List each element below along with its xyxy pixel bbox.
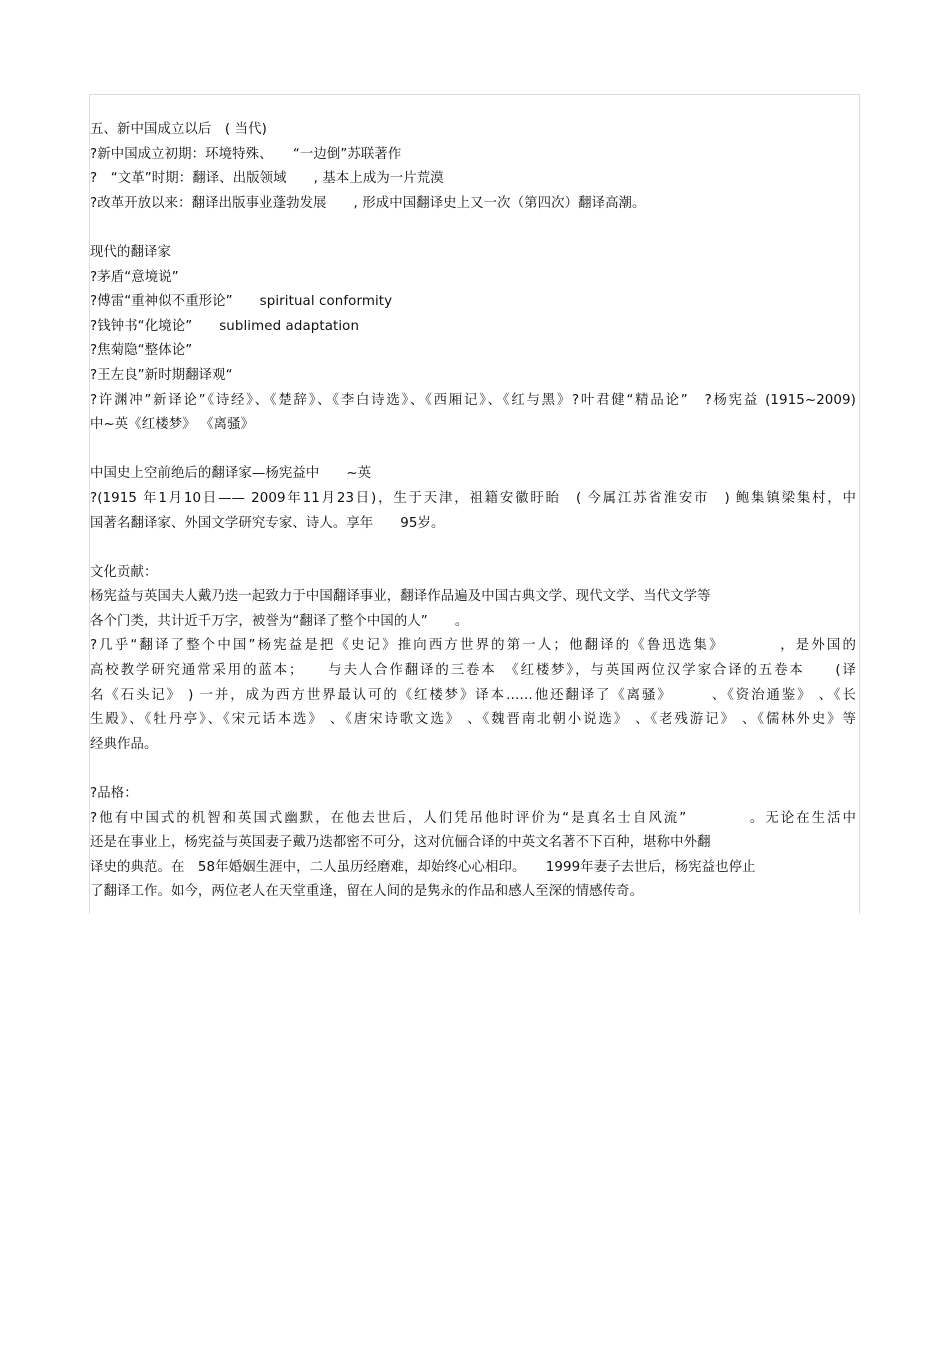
paragraph-spacer <box>90 757 856 782</box>
bullet-line: ?几乎“翻译了整个中国”杨宪益是把《史记》推向西方世界的第一人；他翻译的《鲁迅选集》 ，是外国的 <box>90 638 856 654</box>
text-line: 高校教学研究通常采用的蓝本； 与夫人合作翻译的三卷本 《红楼梦》，与英国两位汉学家合译的五卷本 (译 <box>90 663 856 679</box>
bullet-line: ?新中国成立初期：环境特殊、 “一边倒”苏联著作 <box>90 146 402 162</box>
section-yang-xianyi <box>90 462 856 536</box>
section-heading: 中国史上空前绝后的翻译家—杨宪益中 ~英 <box>90 466 372 482</box>
section-contemporary <box>90 118 856 216</box>
bullet-line: ?改革开放以来：翻译出版事业蓬勃发展 , 形成中国翻译史上又一次（第四次）翻译高潮。 <box>90 195 646 211</box>
document-body <box>90 118 856 905</box>
text-line: 名《石头记》 ) 一并，成为西方世界最认可的《红楼梦》译本……他还翻译了《离骚》 、《资治通鉴》 、《长 <box>90 687 856 703</box>
text-line: 生殿》、《牡丹亭》、《宋元话本选》 、《唐宋诗歌文选》 、《魏晋南北朝小说选》 、《老残游记》 、《儒林外史》等 <box>90 712 856 728</box>
bullet-line: ?焦菊隐“整体论” <box>90 343 193 359</box>
section-modern-translators <box>90 241 856 438</box>
text-line: 了翻译工作。如今，两位老人在天堂重逢，留在人间的是隽永的作品和感人至深的情感传奇。 <box>90 884 644 900</box>
paragraph-spacer <box>90 216 856 241</box>
bullet-line: ?他有中国式的机智和英国式幽默，在他去世后，人们凭吊他时评价为“是真名士自风流” 。无论在生活中 <box>90 810 856 826</box>
bullet-line: ?钱钟书“化境论” sublimed adaptation <box>90 318 360 334</box>
paragraph-spacer <box>90 438 856 463</box>
paragraph-spacer <box>90 536 856 561</box>
bullet-line: ? “文革”时期：翻译、出版领域 , 基本上成为一片荒漠 <box>90 171 444 187</box>
text-line: 杨宪益与英国夫人戴乃迭一起致力于中国翻译事业，翻译作品遍及中国古典文学、现代文学、当代文学等 <box>90 589 711 605</box>
bullet-line: ?傅雷“重神似不重形论” spiritual conformity <box>90 294 393 310</box>
text-line: 译史的典范。在 58年婚姻生涯中，二人虽历经磨难，却始终心心相印。 1999年妻子去世后，杨宪益也停止 <box>90 859 756 875</box>
section-heading: 五、新中国成立以后 ( 当代) <box>90 122 267 137</box>
bullet-line: ?许渊冲”新译论”《诗经》、《楚辞》、《李白诗选》、《西厢记》、《红与黑》?叶君健“精品论” ?杨宪益 (1915~2009) <box>90 392 856 408</box>
text-line: 中~英《红楼梦》 《离骚》 <box>90 417 255 433</box>
bullet-line: ?茅盾“意境说” <box>90 269 179 285</box>
text-line: 还是在事业上，杨宪益与英国妻子戴乃迭都密不可分，这对伉俪合译的中英文名著不下百种，堪称中外翻 <box>90 835 711 851</box>
text-line: 国著名翻译家、外国文学研究专家、诗人。享年 95岁。 <box>90 515 445 531</box>
section-character <box>90 782 856 905</box>
bullet-line: ?(1915 年1月10日—— 2009年11月23日)，生于天津，祖籍安徽盱眙 ( 今属江苏省淮安市 ) 鲍集镇梁集村，中 <box>90 490 856 506</box>
section-heading: 现代的翻译家 <box>90 244 171 260</box>
section-heading: ?品格： <box>90 786 138 802</box>
text-line: 各个门类，共计近千万字，被誉为“翻译了整个中国的人” 。 <box>90 613 469 629</box>
section-heading: 文化贡献： <box>90 564 158 580</box>
text-line: 经典作品。 <box>90 736 158 752</box>
bullet-line: ?王左良”新时期翻译观“ <box>90 367 233 383</box>
section-cultural-contribution <box>90 561 856 758</box>
